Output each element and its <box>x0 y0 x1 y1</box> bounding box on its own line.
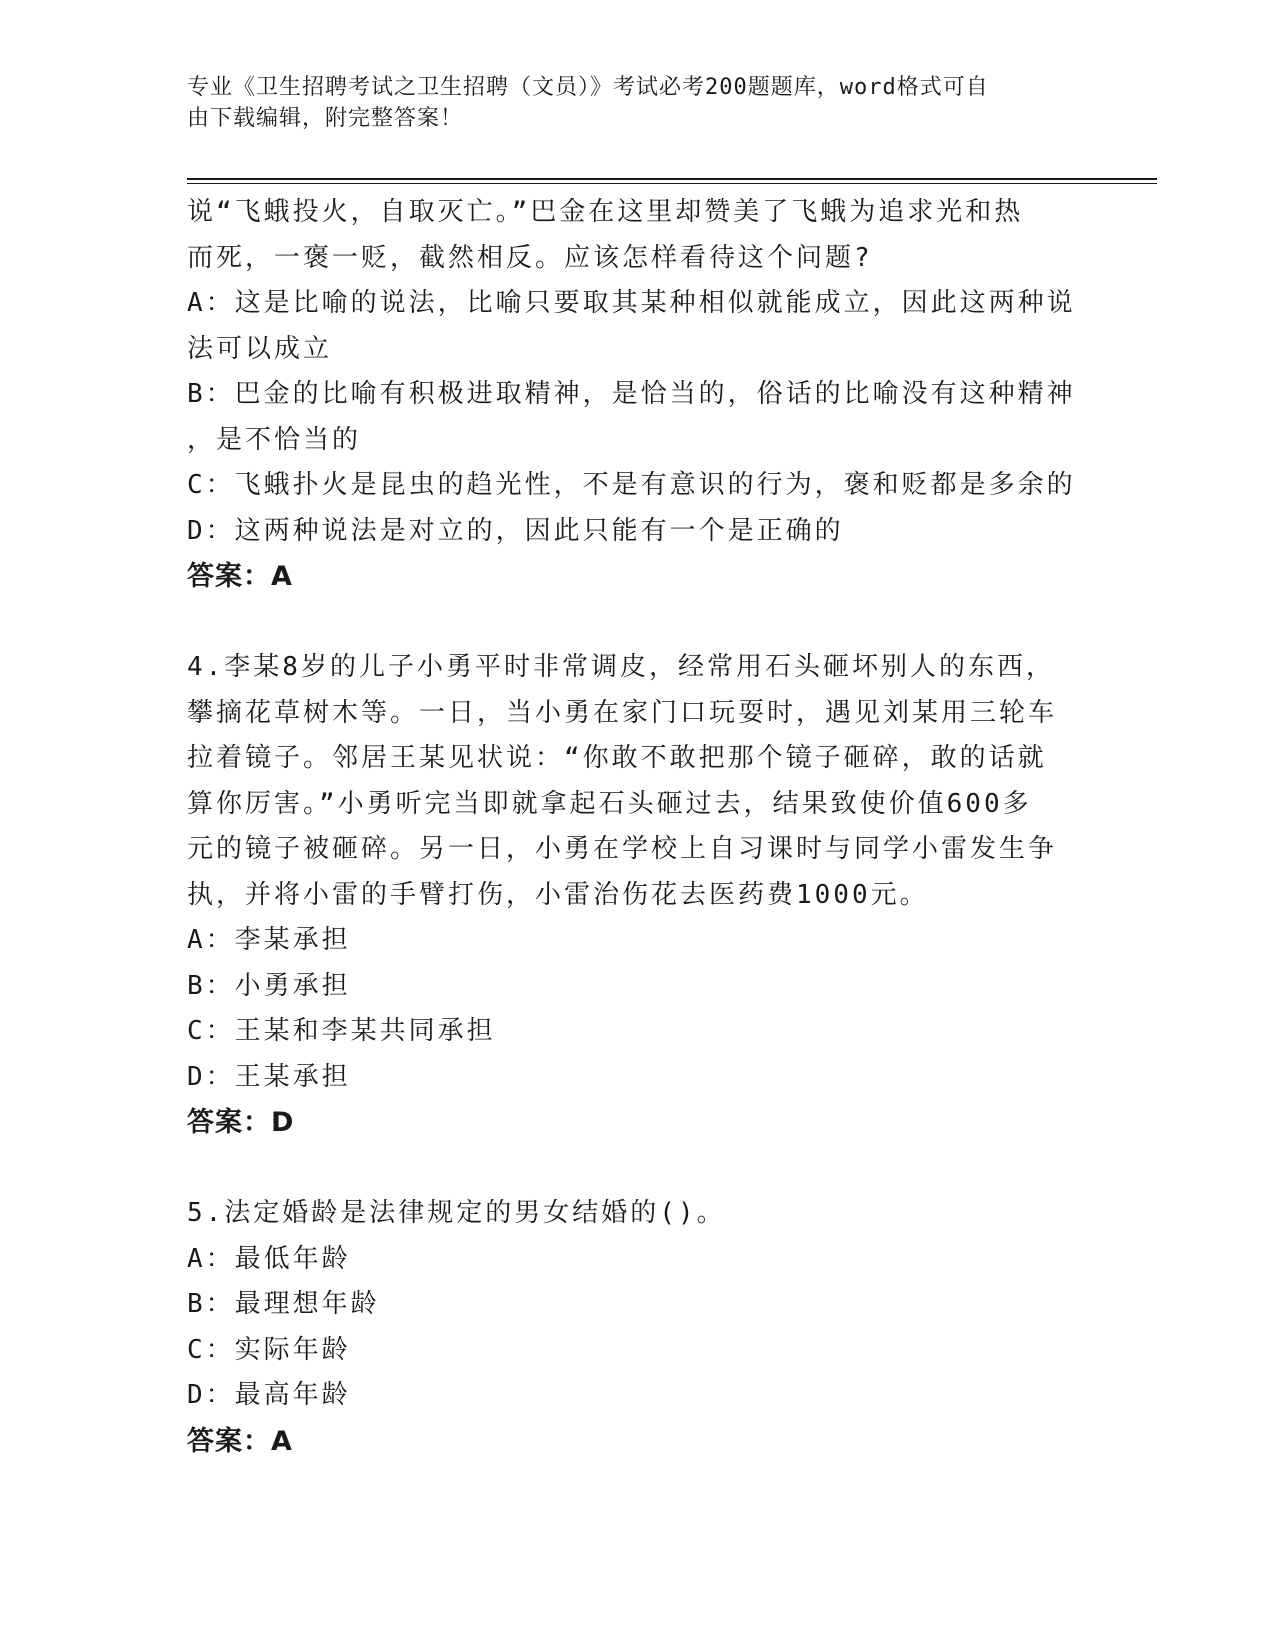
question-stem-line: 算你厉害。”小勇听完当即就拿起石头砸过去，结果致使价值600多 <box>187 788 1032 819</box>
header-divider-thick <box>187 178 1157 180</box>
question-4 <box>187 645 1087 1146</box>
option-a: A：最低年龄 <box>187 1243 351 1274</box>
option-d: D：王某承担 <box>187 1061 351 1092</box>
question-5 <box>187 1191 1087 1464</box>
header-divider-thin <box>187 183 1157 184</box>
option-d: D：最高年龄 <box>187 1380 351 1410</box>
option-a: A：李某承担 <box>187 925 351 955</box>
option-a-continued: 法可以成立 <box>187 333 333 364</box>
spacer <box>187 1146 1087 1192</box>
option-a: A：这是比喻的说法，比喻只要取其某种相似就能成立，因此这两种说 <box>187 288 1076 318</box>
document-header <box>187 72 1087 134</box>
answer-label: 答案：D <box>187 1107 295 1138</box>
option-b: B：小勇承担 <box>187 970 351 1001</box>
question-stem-line: 拉着镜子。邻居王某见状说：“你敢不敢把那个镜子砸碎，敢的话就 <box>187 743 1047 773</box>
option-b: B：最理想年龄 <box>187 1289 380 1319</box>
question-stem-line: 攀摘花草树木等。一日，当小勇在家门口玩耍时，遇见刘某用三轮车 <box>187 697 1058 728</box>
spacer <box>187 600 1087 646</box>
header-title-line-1: 专业《卫生招聘考试之卫生招聘（文员）》考试必考200题题库，word格式可自 <box>187 75 989 100</box>
answer-label: 答案：A <box>187 1425 293 1457</box>
option-b-continued: ，是不恰当的 <box>187 424 362 455</box>
question-stem-line: 元的镜子被砸碎。另一日，小勇在学校上自习课时与同学小雷发生争 <box>187 834 1058 864</box>
option-c: C：实际年龄 <box>187 1334 351 1365</box>
option-c: C：王某和李某共同承担 <box>187 1016 496 1046</box>
question-stem-line: 执，并将小雷的手臂打伤，小雷治伤花去医药费1000元。 <box>187 879 929 910</box>
question-stem-line: 而死，一褒一贬，截然相反。应该怎样看待这个问题? <box>187 242 873 273</box>
question-stem-line: 5.法定婚龄是法律规定的男女结婚的()。 <box>187 1198 726 1228</box>
header-title-line-2: 由下载编辑，附完整答案！ <box>187 106 464 131</box>
question-3 <box>187 190 1087 600</box>
option-b: B：巴金的比喻有积极进取精神，是恰当的，俗话的比喻没有这种精神 <box>187 379 1076 409</box>
question-stem-line: 4.李某8岁的儿子小勇平时非常调皮，经常用石头砸坏别人的东西， <box>187 652 1055 682</box>
answer-label: 答案：A <box>187 561 293 592</box>
question-stem-line: 说“飞蛾投火，自取灭亡。”巴金在这里却赞美了飞蛾为追求光和热 <box>187 197 1024 227</box>
document-body <box>187 190 1087 1464</box>
option-d: D：这两种说法是对立的，因此只能有一个是正确的 <box>187 515 844 546</box>
option-c: C：飞蛾扑火是昆虫的趋光性，不是有意识的行为，褒和贬都是多余的 <box>187 470 1076 500</box>
